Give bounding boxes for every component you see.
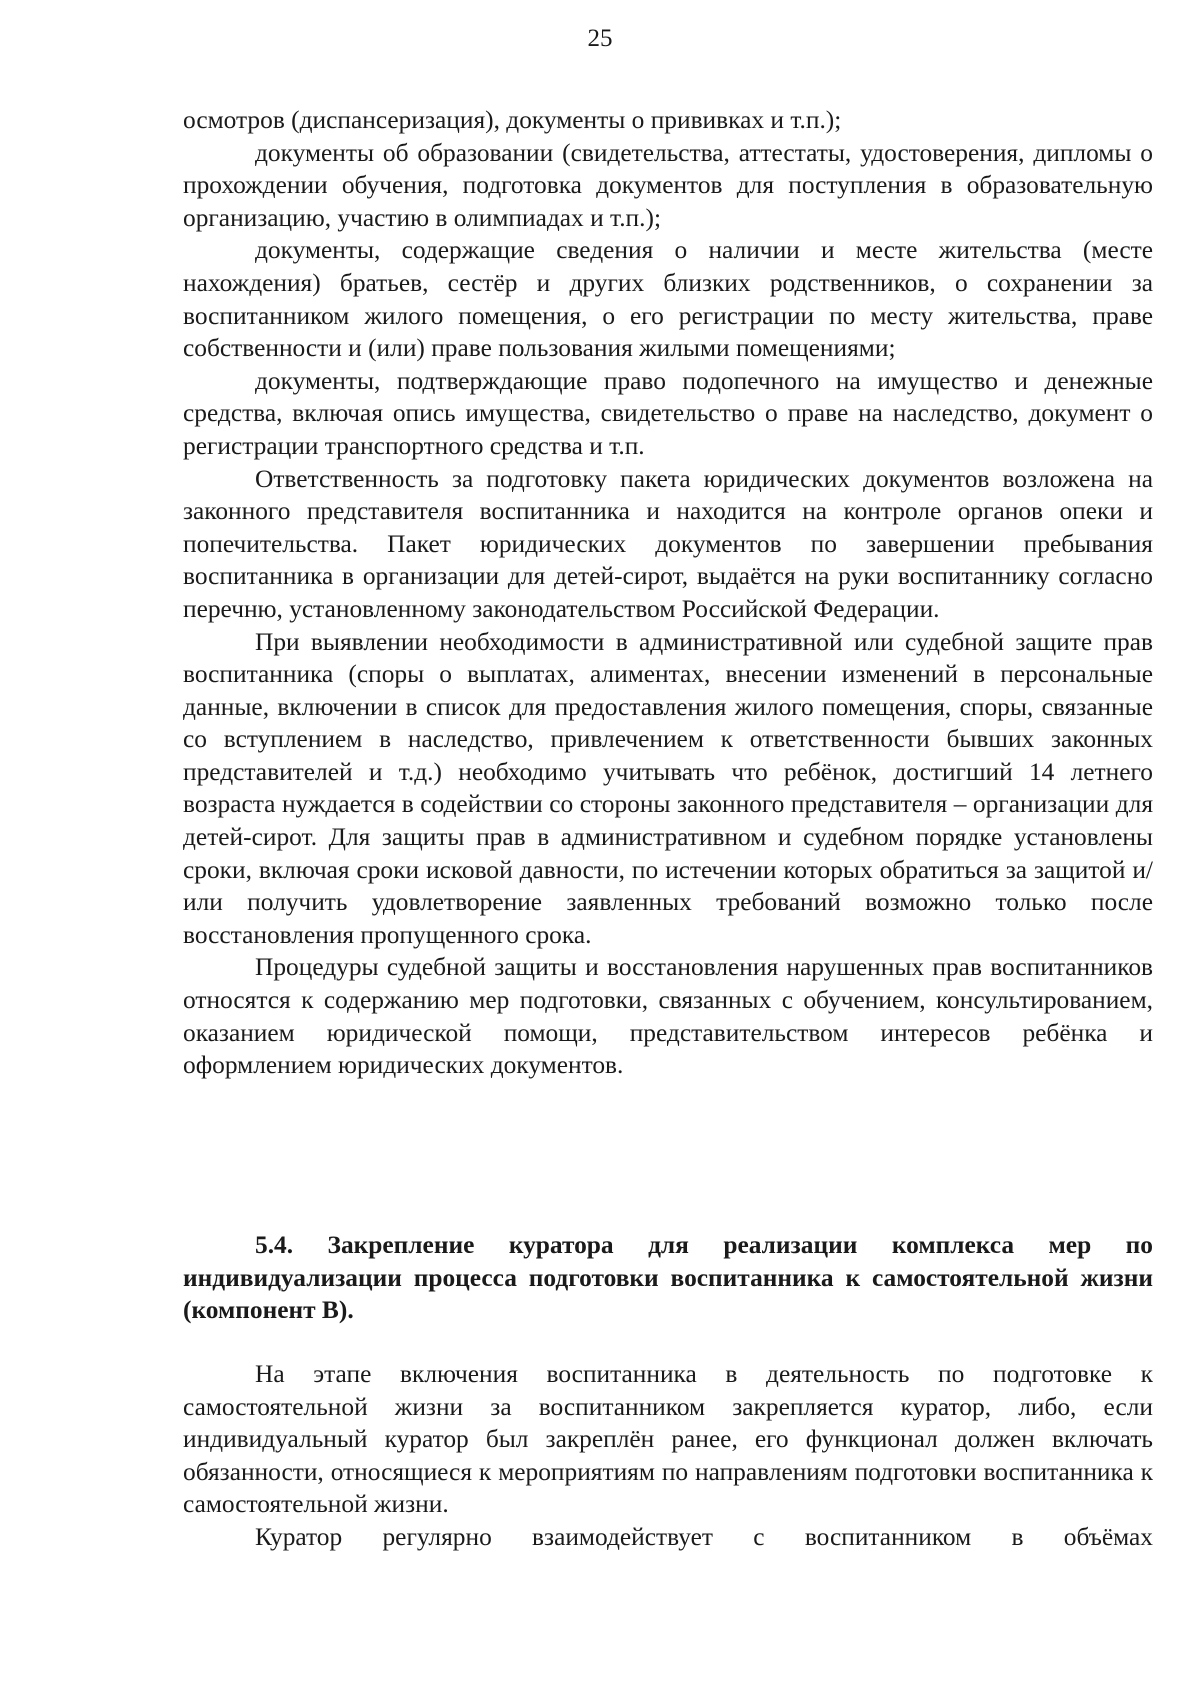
paragraph-property-documents: документы, подтверждающие право подопечного на имущество и денежные средства, включая опись имущества, свидетельство о праве на наследство, документ о регистрации транспортного средства и т.п.: [183, 366, 1153, 460]
paragraph-continuation: осмотров (диспансеризация), документы о прививках и т.п.);: [183, 106, 842, 134]
body-text: [183, 104, 1153, 1082]
paragraph-curator-interaction: Куратор регулярно взаимодействует с воспитанником в объёмах: [255, 1522, 1153, 1551]
section-heading: 5.4. Закрепление куратора для реализации комплекса мер по индивидуализации процесса подготовки воспитанника к самостоятельной жизни (компонент В).: [183, 1231, 1153, 1325]
paragraph-education-documents: документы об образовании (свидетельства, аттестаты, удостоверения, дипломы о прохождении обучения, подготовка документов для поступления в образовательную организацию, участию в олимпиадах и т.п.);: [183, 138, 1153, 232]
page-number: 25: [587, 25, 613, 52]
section-heading-block: [183, 1229, 1153, 1327]
paragraph-legal-protection: При выявлении необходимости в административной или судебной защите прав воспитанника (споры о выплатах, алиментах, внесении изменений в персональные данные, включении в список для предоставления жилого помещения, споры, связанные со вступлением в наследство, привлечением к ответственности бывших законных представителей и т.д.) необходимо учитывать что ребёнок, достигший 14 летнего возраста нуждается в содействии со стороны законного представителя – организации для детей-сирот. Для защиты прав в административном и судебном порядке установлены сроки, включая сроки исковой давности, по истечении которых обратиться за защитой и/или получить удовлетворение заявленных требований возможно только после восстановления пропущенного срока.: [183, 627, 1153, 949]
section-body-text: [183, 1358, 1153, 1554]
paragraph-responsibility: Ответственность за подготовку пакета юридических документов возложена на законного представителя воспитанника и находится на контроле органов опеки и попечительства. Пакет юридических документов по завершении пребывания воспитанника в организации для детей-сирот, выдаётся на руки воспитаннику согласно перечню, установленному законодательством Российской Федерации.: [183, 464, 1153, 623]
paragraph-residence-documents: документы, содержащие сведения о наличии и месте жительства (месте нахождения) братьев, сестёр и других близких родственников, о сохранении за воспитанником жилого помещения, о его регистрации по месту жительства, праве собственности и (или) праве пользования жилыми помещениями;: [183, 236, 1153, 363]
paragraph-curator-assignment: На этапе включения воспитанника в деятельность по подготовке к самостоятельной жизни за воспитанником закрепляется куратор, либо, если индивидуальный куратор был закреплён ранее, его функционал должен включать обязанности, относящиеся к мероприятиям по направлениям подготовки воспитанника к самостоятельной жизни.: [183, 1360, 1153, 1519]
paragraph-procedures: Процедуры судебной защиты и восстановления нарушенных прав воспитанников относятся к содержанию мер подготовки, связанных с обучением, консультированием, оказанием юридической помощи, представительством интересов ребёнка и оформлением юридических документов.: [183, 953, 1153, 1080]
